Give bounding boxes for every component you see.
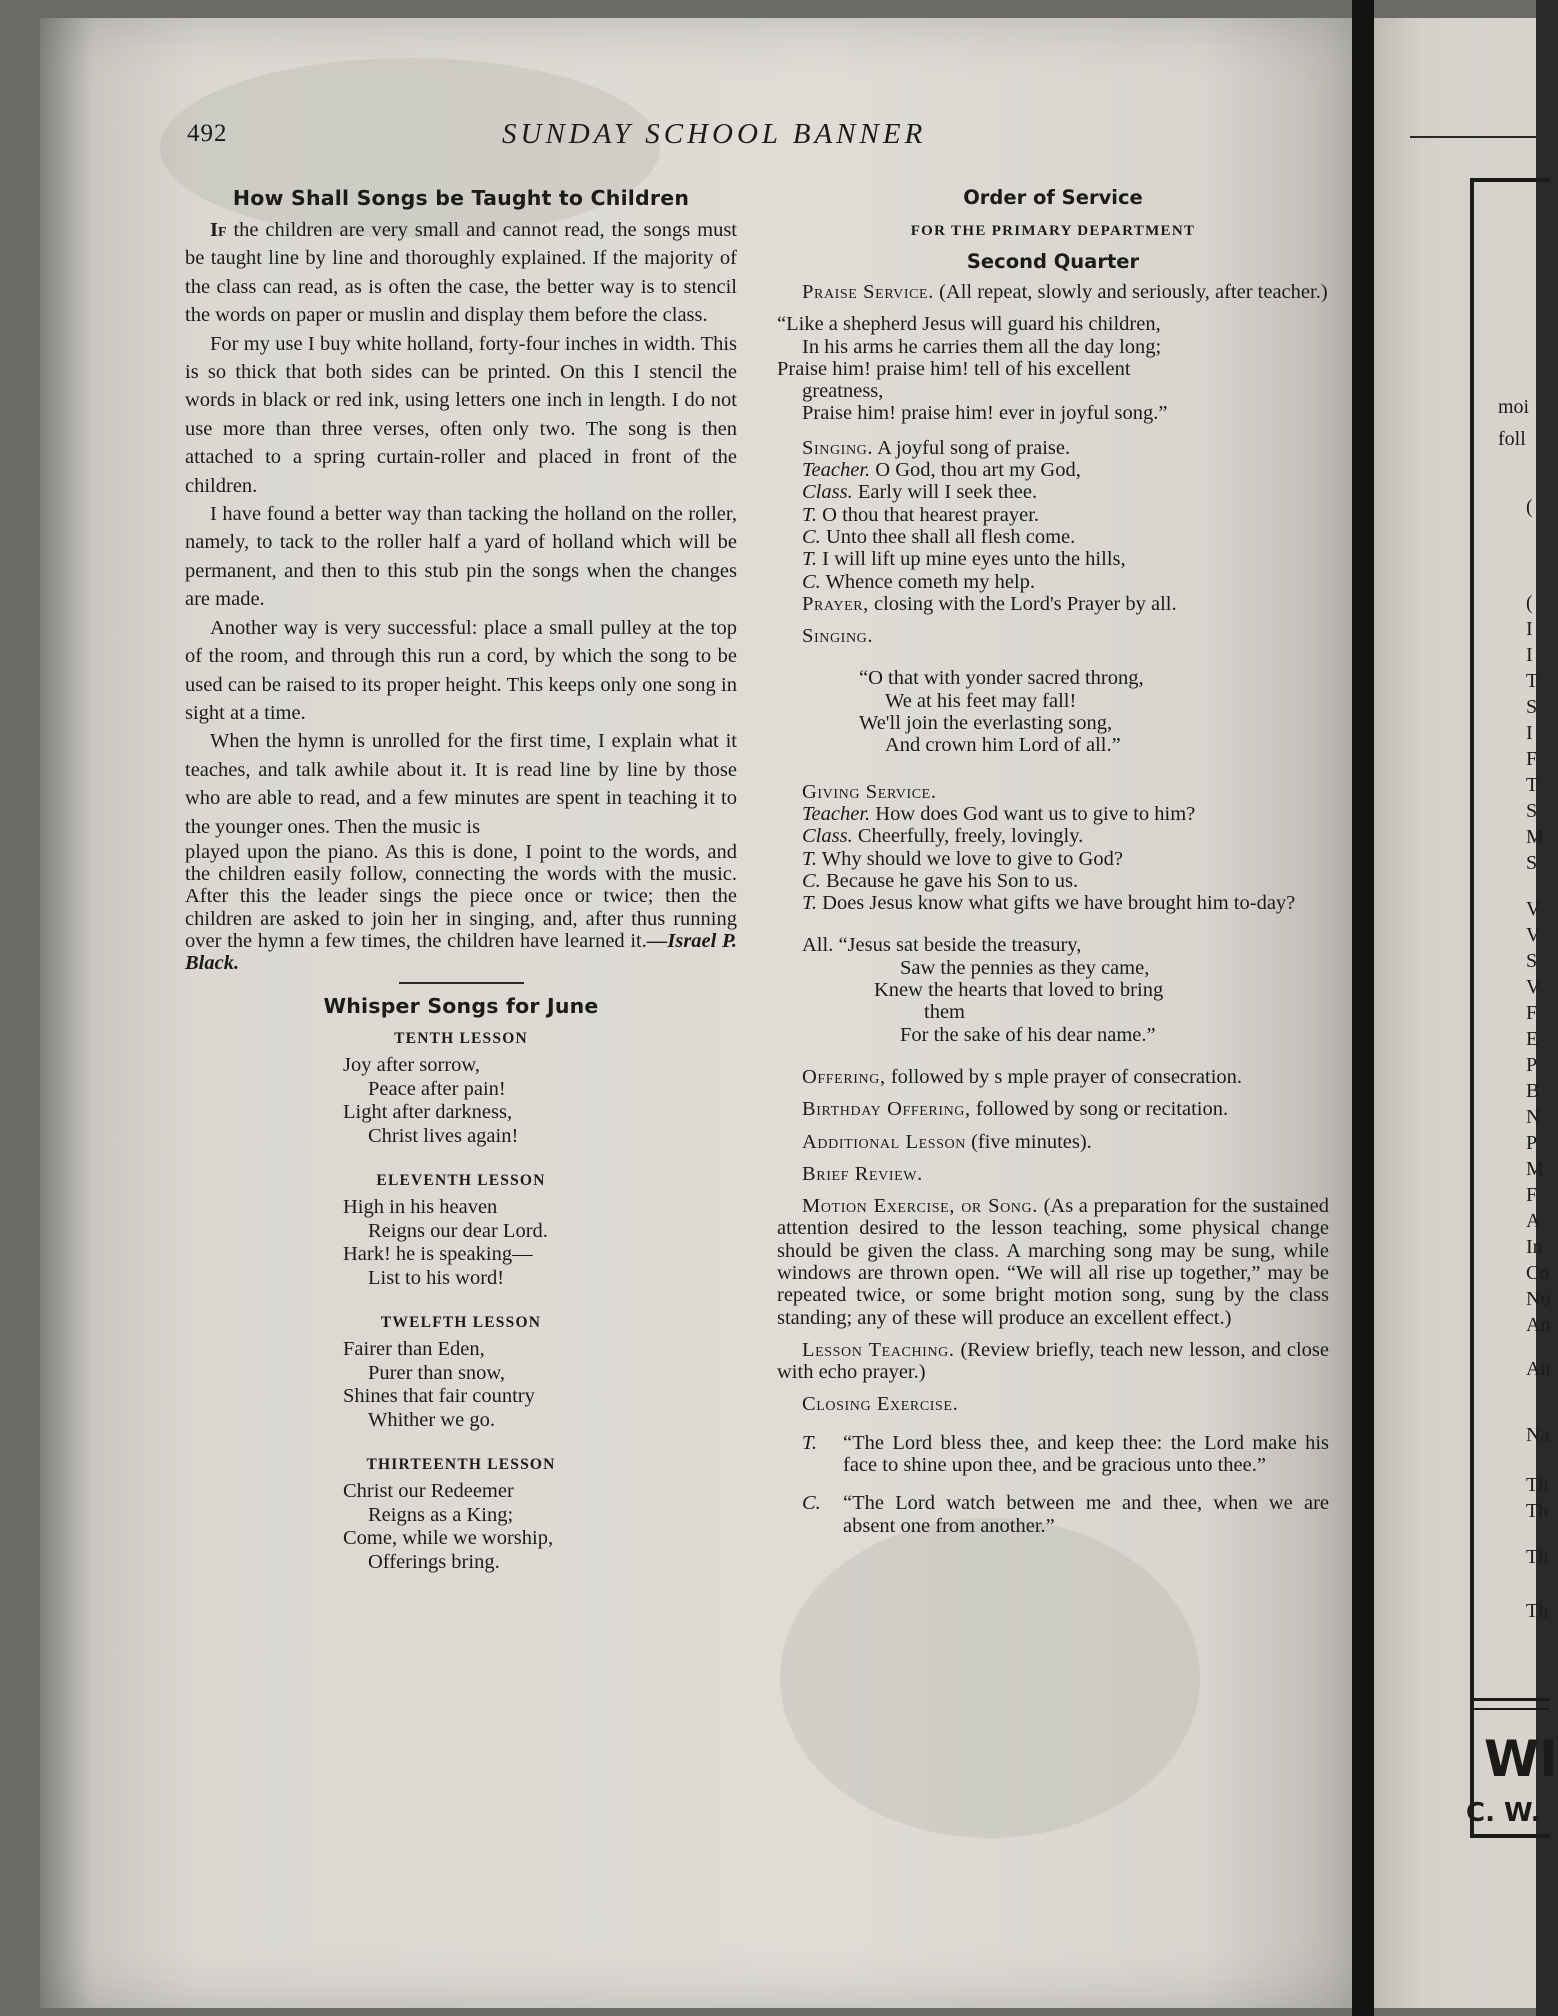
- adjacent-fragment: F: [1526, 1184, 1538, 1206]
- adjacent-fragment: Co: [1526, 1262, 1550, 1284]
- adjacent-fragment: F: [1526, 1002, 1538, 1024]
- adjacent-fragment: M: [1526, 826, 1544, 848]
- adjacent-box-border: [1470, 1708, 1550, 1710]
- adjacent-fragment: E: [1526, 1028, 1539, 1050]
- lesson-verse: Fairer than Eden, Purer than snow, Shines that fair country Whither we go.: [343, 1338, 535, 1431]
- adjacent-fragment: S: [1526, 696, 1538, 718]
- lesson-title: TENTH LESSON: [394, 1030, 528, 1048]
- prayer-item: Prayer, closing with the Lord's Prayer by all.: [802, 592, 1177, 615]
- adjacent-fragment: Th: [1526, 1546, 1549, 1568]
- left-column: [185, 186, 737, 1574]
- additional-lesson-item: Additional Lesson (five minutes).: [802, 1130, 1092, 1153]
- adjacent-fragment: (: [1526, 592, 1533, 614]
- quarter-heading: Second Quarter: [966, 250, 1140, 273]
- adjacent-fragment: Na: [1526, 1424, 1550, 1446]
- adjacent-fragment: T: [1526, 670, 1539, 692]
- responsive-reading: Teacher. O God, thou art my God, Class. Early will I seek thee. T. O thou that hearest prayer. C. Unto thee shall all flesh come. T. I will lift up mine eyes unto the hills, C. Whence cometh my help.: [802, 459, 1126, 593]
- article-paragraph: When the hymn is unrolled for the first time, I explain what it teaches, and talk awhile about it. It is read line by line by those who are able to read, and a few minutes are spent in teaching it to the younger ones. Then the music is: [185, 730, 737, 838]
- adjacent-fragment: (: [1526, 496, 1533, 518]
- adjacent-box-border: [1470, 1834, 1550, 1838]
- article-title: How Shall Songs be Taught to Children: [232, 186, 690, 210]
- adjacent-fragment: P: [1526, 1054, 1538, 1076]
- adjacent-fragment: S: [1526, 800, 1538, 822]
- closing-benediction: T. “The Lord bless thee, and keep thee: the Lord make his face to shine upon thee, and be gracious unto thee.” C. “The Lord watch between me and thee, when we are absent one from another.”: [802, 1431, 1329, 1537]
- giving-service: Giving Service.: [802, 780, 937, 803]
- adjacent-fragment: An: [1526, 1314, 1551, 1336]
- paper-stain: [780, 1518, 1200, 1838]
- adjacent-box-border: [1470, 178, 1474, 1838]
- article-paragraph: If the children are very small and cannot read, the songs must be taught line by line and thoroughly explained. If the majority of the class can read, as is often the case, the better way is to stencil the words on paper or muslin and display them before the class.: [185, 219, 737, 327]
- singing-verse: “O that with yonder sacred throng, We at his feet may fall! We'll join the everlasting song, And crown him Lord of all.”: [859, 667, 1144, 757]
- lesson-teaching-item: Lesson Teaching. (Review briefly, teach new lesson, and close with echo prayer.): [777, 1338, 1329, 1384]
- running-head: [187, 120, 1335, 160]
- binding-gutter: [1352, 0, 1374, 2016]
- right-column: [777, 186, 1329, 1537]
- adjacent-page: [1374, 18, 1558, 2008]
- adjacent-fragment: No: [1526, 1288, 1551, 1310]
- adjacent-fragment: V: [1526, 898, 1541, 920]
- giving-responsive: Teacher. How does God want us to give to him? Class. Cheerfully, freely, lovingly. T. Why should we love to give to God? C. Because he gave his Son to us. T. Does Jesus know what gifts we have brought him to-day?: [802, 802, 1296, 915]
- closing-exercise-item: Closing Exercise.: [802, 1393, 959, 1416]
- adjacent-fragment: F: [1526, 748, 1538, 770]
- brief-review-item: Brief Review.: [802, 1162, 923, 1185]
- whisper-songs-title: Whisper Songs for June: [323, 994, 599, 1019]
- praise-service: Praise Service. (All repeat, slowly and seriously, after teacher.): [802, 281, 1328, 303]
- adjacent-box-border: [1470, 178, 1550, 182]
- all-verse: All. “Jesus sat beside the treasury, Saw the pennies as they came, Knew the hearts that loved to bring them For the sake of his dear name.”: [802, 934, 1164, 1046]
- page-number: 492: [187, 120, 228, 147]
- section-divider: [399, 982, 524, 984]
- order-of-service-title: Order of Service: [963, 186, 1143, 209]
- praise-verse: “Like a shepherd Jesus will guard his children, In his arms he carries them all the day long; Praise him! praise him! tell of his excellent greatness, Praise him! praise him! ever in joyful song.”: [777, 313, 1168, 425]
- adjacent-fragment: I: [1526, 618, 1533, 640]
- singing-item: Singing. A joyful song of praise.: [802, 436, 1071, 459]
- adjacent-fragment: In: [1526, 1236, 1543, 1258]
- article-paragraph: I have found a better way than tacking the holland on the roller, namely, to tack to the roller half a yard of holland which will be permanent, and then to this stub pin the songs when the changes are made.: [185, 503, 737, 611]
- article-paragraph-tight: played upon the piano. As this is done, I point to the words, and the children easily follow, connecting the words with the music. After this the leader sings the piece once or twice; then the children are asked to join her in singing, and, after thus running over the hymn a few times, the children have learned it.—Israel P. Black.: [185, 840, 737, 974]
- adjacent-fragment: An: [1526, 1358, 1551, 1380]
- adjacent-big-heading: WI: [1484, 1730, 1558, 1788]
- adjacent-fragment: A: [1526, 1210, 1541, 1232]
- adjacent-fragment: T: [1526, 774, 1539, 796]
- adjacent-fragment: I: [1526, 722, 1533, 744]
- lesson-title: ELEVENTH LESSON: [376, 1172, 546, 1190]
- adjacent-fragment: Th: [1526, 1600, 1549, 1622]
- birthday-offering-item: Birthday Offering, followed by song or recitation.: [802, 1098, 1229, 1121]
- motion-exercise-item: Motion Exercise, or Song. (As a preparation for the sustained attention desired to the lesson teaching, some physical change should be given the class. A marching song may be sung, while windows are thrown open. “We will all rise up together,” may be repeated twice, or some bright motion song, sung by the class standing; any of these will produce an excellent effect.): [777, 1195, 1329, 1329]
- adjacent-fragment: V: [1526, 976, 1541, 998]
- adjacent-fragment: P: [1526, 1132, 1538, 1154]
- author-signature: —Israel P. Black.: [185, 929, 737, 974]
- adjacent-fragment: Th: [1526, 1474, 1549, 1496]
- adjacent-fragment: S: [1526, 852, 1538, 874]
- lesson-verse: Joy after sorrow, Peace after pain! Light after darkness, Christ lives again!: [343, 1054, 519, 1147]
- article-paragraph: Another way is very successful: place a small pulley at the top of the room, and through this run a cord, by which the song to be used can be raised to its proper height. This keeps only one song in sight at a time.: [185, 616, 737, 724]
- lesson-verse: Christ our Redeemer Reigns as a King; Come, while we worship, Offerings bring.: [343, 1480, 554, 1573]
- adjacent-big-subheading: C. W.: [1466, 1798, 1541, 1828]
- adjacent-fragment: I: [1526, 644, 1533, 666]
- lesson-title: TWELFTH LESSON: [380, 1314, 542, 1332]
- article-paragraph: For my use I buy white holland, forty-four inches in width. This is so thick that both sides can be printed. On this I stencil the words in black or red ink, using letters one inch in length. I do not use more than three verses, often only two. The song is then attached to a spring curtain-roller and placed in front of the children.: [185, 332, 737, 497]
- adjacent-fragment: N: [1526, 1106, 1541, 1128]
- dropcap: If: [210, 219, 227, 241]
- journal-title: SUNDAY SCHOOL BANNER: [502, 118, 927, 150]
- adjacent-fragment: foll: [1498, 428, 1526, 450]
- adjacent-fragment: M: [1526, 1158, 1544, 1180]
- lesson-verse: High in his heaven Reigns our dear Lord. Hark! he is speaking— List to his word!: [343, 1196, 548, 1289]
- department-subtitle: FOR THE PRIMARY DEPARTMENT: [910, 223, 1196, 239]
- adjacent-rule: [1410, 136, 1550, 138]
- adjacent-fragment: moi: [1498, 396, 1530, 418]
- adjacent-fragment: B: [1526, 1080, 1540, 1102]
- adjacent-box-border: [1470, 1698, 1550, 1701]
- singing-item: Singing.: [802, 625, 874, 648]
- adjacent-fragment: Th: [1526, 1500, 1549, 1522]
- adjacent-fragment: V: [1526, 924, 1541, 946]
- adjacent-fragment: S: [1526, 950, 1538, 972]
- lesson-title: THIRTEENTH LESSON: [366, 1456, 556, 1474]
- offering-item: Offering, followed by s mple prayer of consecration.: [802, 1065, 1243, 1088]
